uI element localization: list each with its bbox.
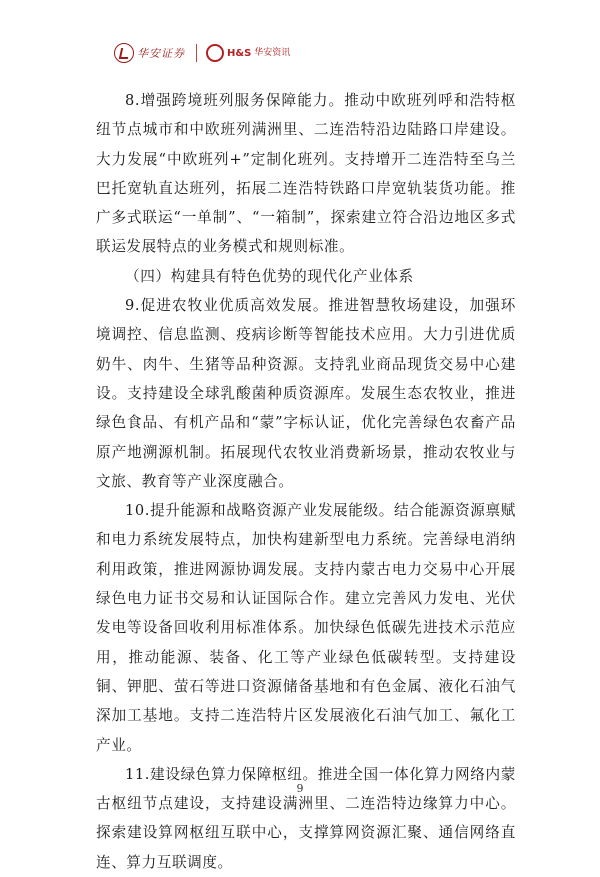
logo-right-abbr: H&S: [227, 47, 252, 59]
hs-logo: [206, 44, 290, 62]
paragraph-8: 8.增强跨境班列服务保障能力。推动中欧班列呼和浩特枢纽节点城市和中欧班列满洲里、二连浩特沿边陆路口岸建设。大力发展“中欧班列+”定制化班列。支持增开二连浩特至乌兰巴托宽轨直达班列，拓展二连浩特铁路口岸宽轨装货功能。推广多式联运“一单制”、“一箱制”，探索建立符合沿边地区多式联运发展特点的业务模式和规则标准。: [96, 92, 516, 256]
page-number: 9: [296, 782, 304, 795]
section-heading-4: （四）构建具有特色优势的现代化产业体系: [125, 267, 414, 285]
logo-right-text: 华安资讯: [254, 47, 291, 58]
paragraph-10: 10.提升能源和战略资源产业发展能级。结合能源资源禀赋和电力系统发展特点，加快构建新型电力系统。完善绿电消纳利用政策，推进网源协调发展。支持内蒙古电力交易中心开展绿色电力证书交易和认证国际合作。建立完善风力发电、光伏发电等设备回收利用标准体系。加快绿色低碳先进技术示范应用，推动能源、装备、化工等产业绿色低碳转型。支持建设铜、钾肥、萤石等进口资源储备基地和有色金属、液化石油气深加工基地。支持二连浩特片区发展液化石油气加工、氟化工产业。: [96, 502, 516, 754]
huaan-securities-logo: [112, 42, 187, 64]
document-body: [96, 86, 516, 877]
logo-divider: [196, 44, 197, 62]
logo-left-text: 华安证券: [137, 47, 185, 60]
huaan-emblem-icon: [114, 43, 134, 63]
header-logos: [112, 42, 290, 64]
paragraph-11: 11.建设绿色算力保障枢纽。推进全国一体化算力网络内蒙古枢纽节点建设，支持建设满洲里、二连浩特边缘算力中心。探索建设算网枢纽互联中心，支撑算网资源汇聚、通信网络直连、算力互联调度。: [96, 765, 516, 871]
hs-ring-icon: [206, 44, 224, 62]
paragraph-9: 9.促进农牧业优质高效发展。推进智慧牧场建设，加强环境调控、信息监测、疫病诊断等智能技术应用。大力引进优质奶牛、肉牛、生猪等品种资源。支持乳业商品现货交易中心建设。支持建设全球乳酸菌种质资源库。发展生态农牧业，推进绿色食品、有机产品和“蒙”字标认证，优化完善绿色农畜产品原产地溯源机制。拓展现代农牧业消费新场景，推动农牧业与文旅、教育等产业深度融合。: [96, 297, 516, 490]
